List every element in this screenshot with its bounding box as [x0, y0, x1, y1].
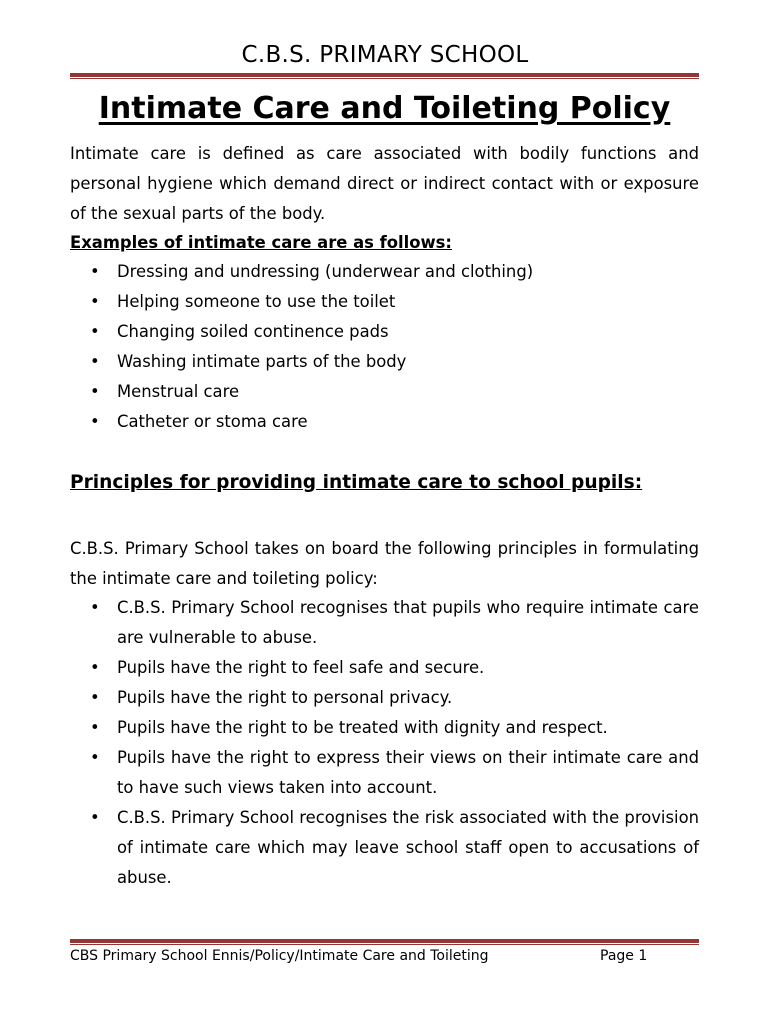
principles-intro-paragraph: C.B.S. Primary School takes on board the following principles in formulating the intimate care and toileting policy:	[70, 539, 699, 588]
list-item: • Helping someone to use the toilet	[70, 287, 699, 317]
bullet-icon: •	[90, 322, 100, 341]
list-item: • Pupils have the right to express their views on their intimate care and to have such views taken into account.	[70, 743, 699, 803]
bullet-icon: •	[90, 262, 100, 281]
bullet-icon: •	[90, 658, 100, 677]
page-number: Page 1	[600, 948, 648, 964]
list-item: • Dressing and undressing (underwear and clothing)	[70, 257, 699, 287]
list-item: • Catheter or stoma care	[70, 407, 699, 437]
principles-heading: Principles for providing intimate care to school pupils:	[70, 472, 643, 493]
list-item: • C.B.S. Primary School recognises that pupils who require intimate care are vulnerable to abuse.	[70, 593, 699, 653]
list-item: • Changing soiled continence pads	[70, 317, 699, 347]
list-item: • Pupils have the right to be treated with dignity and respect.	[70, 713, 699, 743]
bullet-icon: •	[90, 412, 100, 431]
list-item: • Pupils have the right to personal privacy.	[70, 683, 699, 713]
bullet-icon: •	[90, 598, 100, 617]
header-divider	[70, 73, 699, 79]
footer-divider	[70, 939, 699, 945]
bullet-icon: •	[90, 808, 100, 827]
school-header: C.B.S. PRIMARY SCHOOL	[241, 42, 529, 68]
footer-path: CBS Primary School Ennis/Policy/Intimate Care and Toileting	[70, 948, 489, 964]
intro-paragraph: Intimate care is defined as care associated with bodily functions and personal hygiene which demand direct or indirect contact with or exposure of the sexual parts of the body.	[70, 144, 699, 223]
bullet-icon: •	[90, 352, 100, 371]
examples-heading: Examples of intimate care are as follows:	[70, 233, 452, 252]
principles-list	[70, 593, 699, 893]
bullet-icon: •	[90, 718, 100, 737]
bullet-icon: •	[90, 382, 100, 401]
page-title: Intimate Care and Toileting Policy	[98, 91, 671, 126]
bullet-icon: •	[90, 292, 100, 311]
list-item: • Menstrual care	[70, 377, 699, 407]
bullet-icon: •	[90, 748, 100, 767]
list-item: • C.B.S. Primary School recognises the risk associated with the provision of intimate care which may leave school staff open to accusations of abuse.	[70, 803, 699, 893]
list-item: • Washing intimate parts of the body	[70, 347, 699, 377]
examples-list	[70, 257, 699, 437]
bullet-icon: •	[90, 688, 100, 707]
list-item: • Pupils have the right to feel safe and secure.	[70, 653, 699, 683]
